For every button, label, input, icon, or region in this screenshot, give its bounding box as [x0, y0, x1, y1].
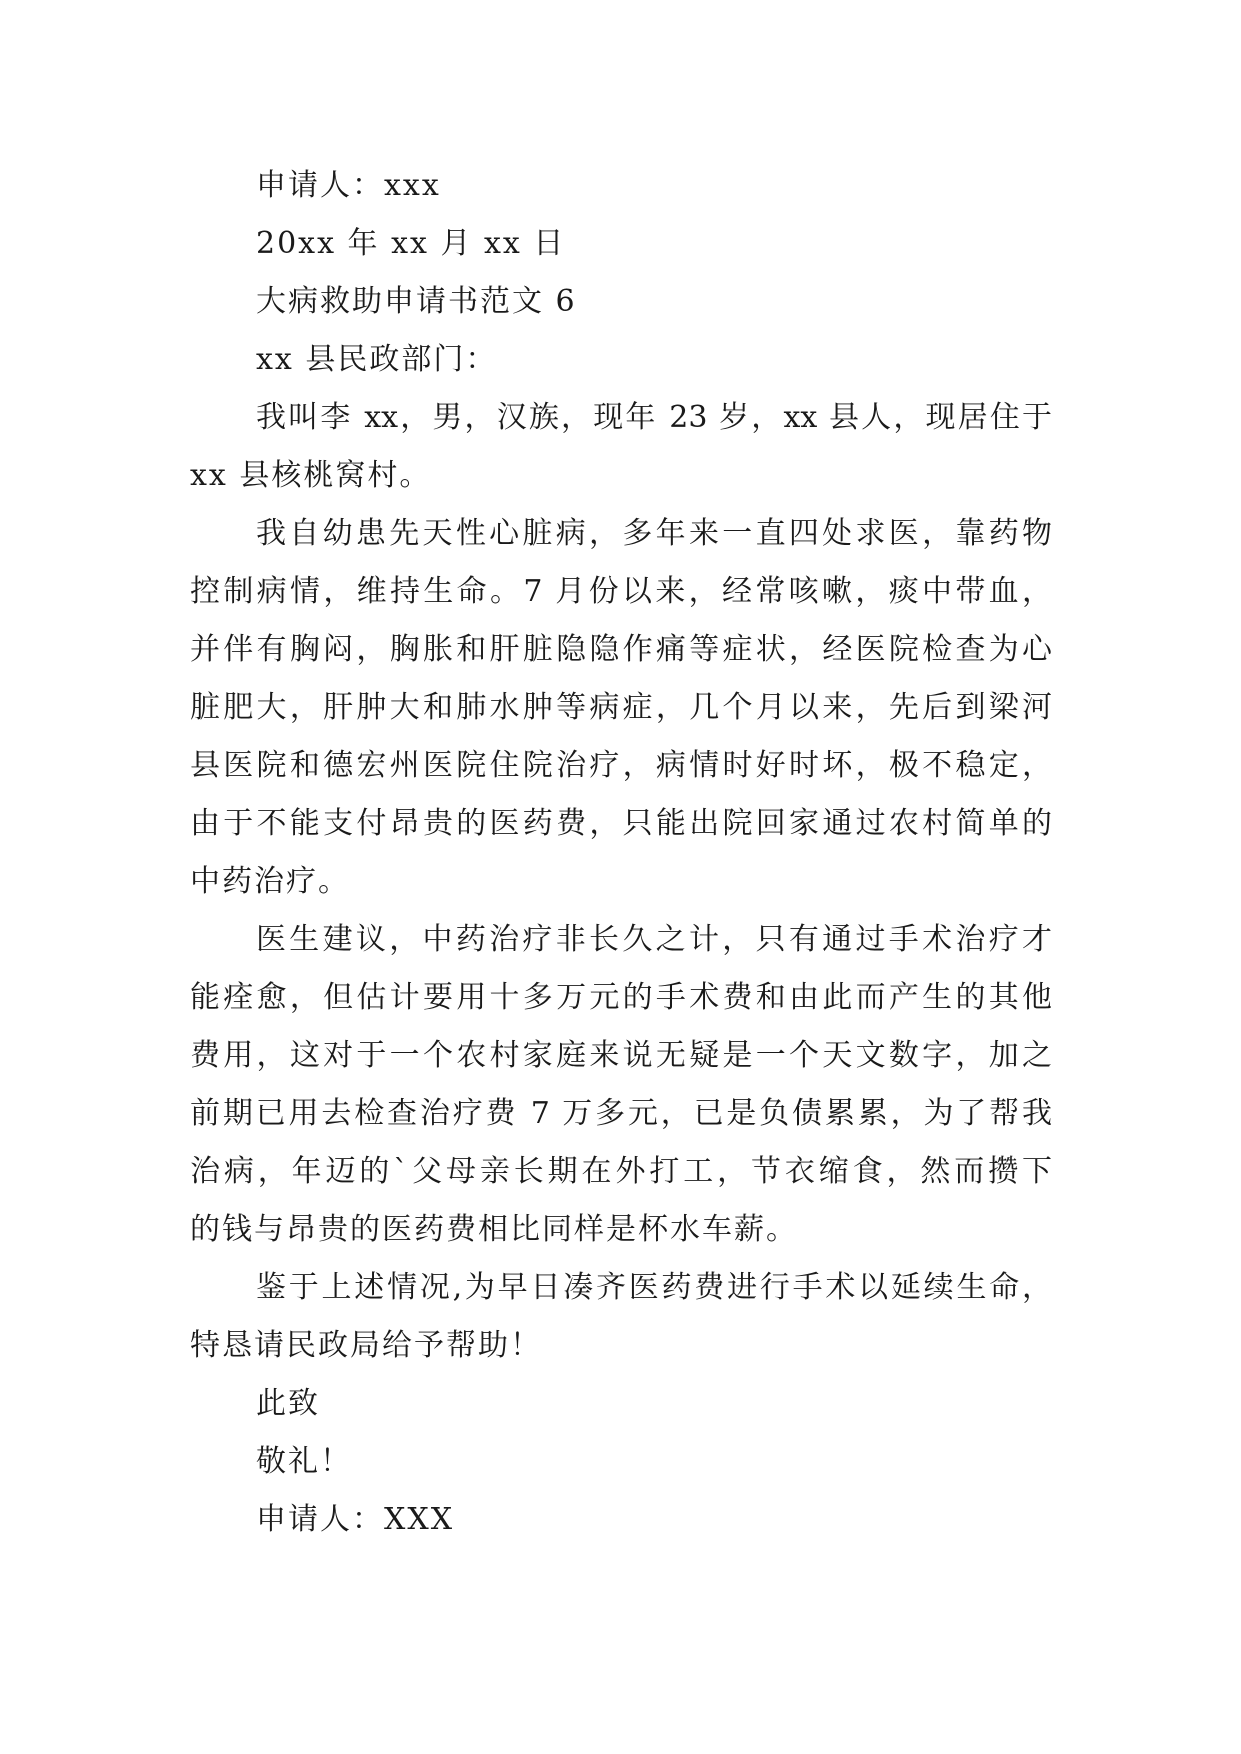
closing-regards: 敬礼！ — [256, 1444, 352, 1479]
paragraph-3-line-6: 的钱与昂贵的医药费相比同样是杯水车薪。 — [190, 1212, 798, 1247]
paragraph-2-line-4: 脏肥大，肝肿大和肺水肿等病症，几个月以来，先后到梁河 — [190, 690, 1052, 725]
paragraph-3-line-1: 医生建议，中药治疗非长久之计，只有通过手术治疗才 — [256, 922, 1052, 957]
paragraph-3-line-3: 费用，这对于一个农村家庭来说无疑是一个天文数字，加之 — [190, 1038, 1052, 1073]
paragraph-2-line-7: 中药治疗。 — [190, 864, 350, 899]
applicant-signature: 申请人：XXX — [256, 1502, 455, 1537]
paragraph-1-line-1: 我叫李 xx，男，汉族，现年 23 岁，xx 县人，现居住于 — [256, 400, 1052, 435]
paragraph-2-line-6: 由于不能支付昂贵的医药费，只能出院回家通过农村简单的 — [190, 806, 1052, 841]
paragraph-3-line-5: 治病，年迈的`父母亲长期在外打工，节衣缩食，然而攒下 — [190, 1154, 1052, 1189]
paragraph-3-line-4: 前期已用去检查治疗费 7 万多元，已是负债累累，为了帮我 — [190, 1096, 1052, 1131]
applicant-line-top: 申请人：xxx — [256, 168, 441, 203]
document-title: 大病救助申请书范文 6 — [256, 284, 577, 319]
paragraph-3-line-2: 能痊愈，但估计要用十多万元的手术费和由此而产生的其他 — [190, 980, 1052, 1015]
paragraph-2-line-2: 控制病情，维持生命。7 月份以来，经常咳嗽，痰中带血， — [190, 574, 1052, 609]
paragraph-2-line-3: 并伴有胸闷，胸胀和肝脏隐隐作痛等症状，经医院检查为心 — [190, 632, 1052, 667]
date-line: 20xx 年 xx 月 xx 日 — [256, 226, 566, 261]
closing-salutation: 此致 — [256, 1386, 320, 1421]
paragraph-2-line-5: 县医院和德宏州医院住院治疗，病情时好时坏，极不稳定， — [190, 748, 1052, 783]
paragraph-4-line-2: 特恳请民政局给予帮助！ — [190, 1328, 542, 1363]
paragraph-4-line-1: 鉴于上述情况,为早日凑齐医药费进行手术以延续生命， — [256, 1270, 1052, 1305]
addressee-line: xx 县民政部门： — [256, 342, 498, 377]
paragraph-2-line-1: 我自幼患先天性心脏病，多年来一直四处求医，靠药物 — [256, 516, 1052, 551]
paragraph-1-line-2: xx 县核桃窝村。 — [190, 458, 432, 493]
